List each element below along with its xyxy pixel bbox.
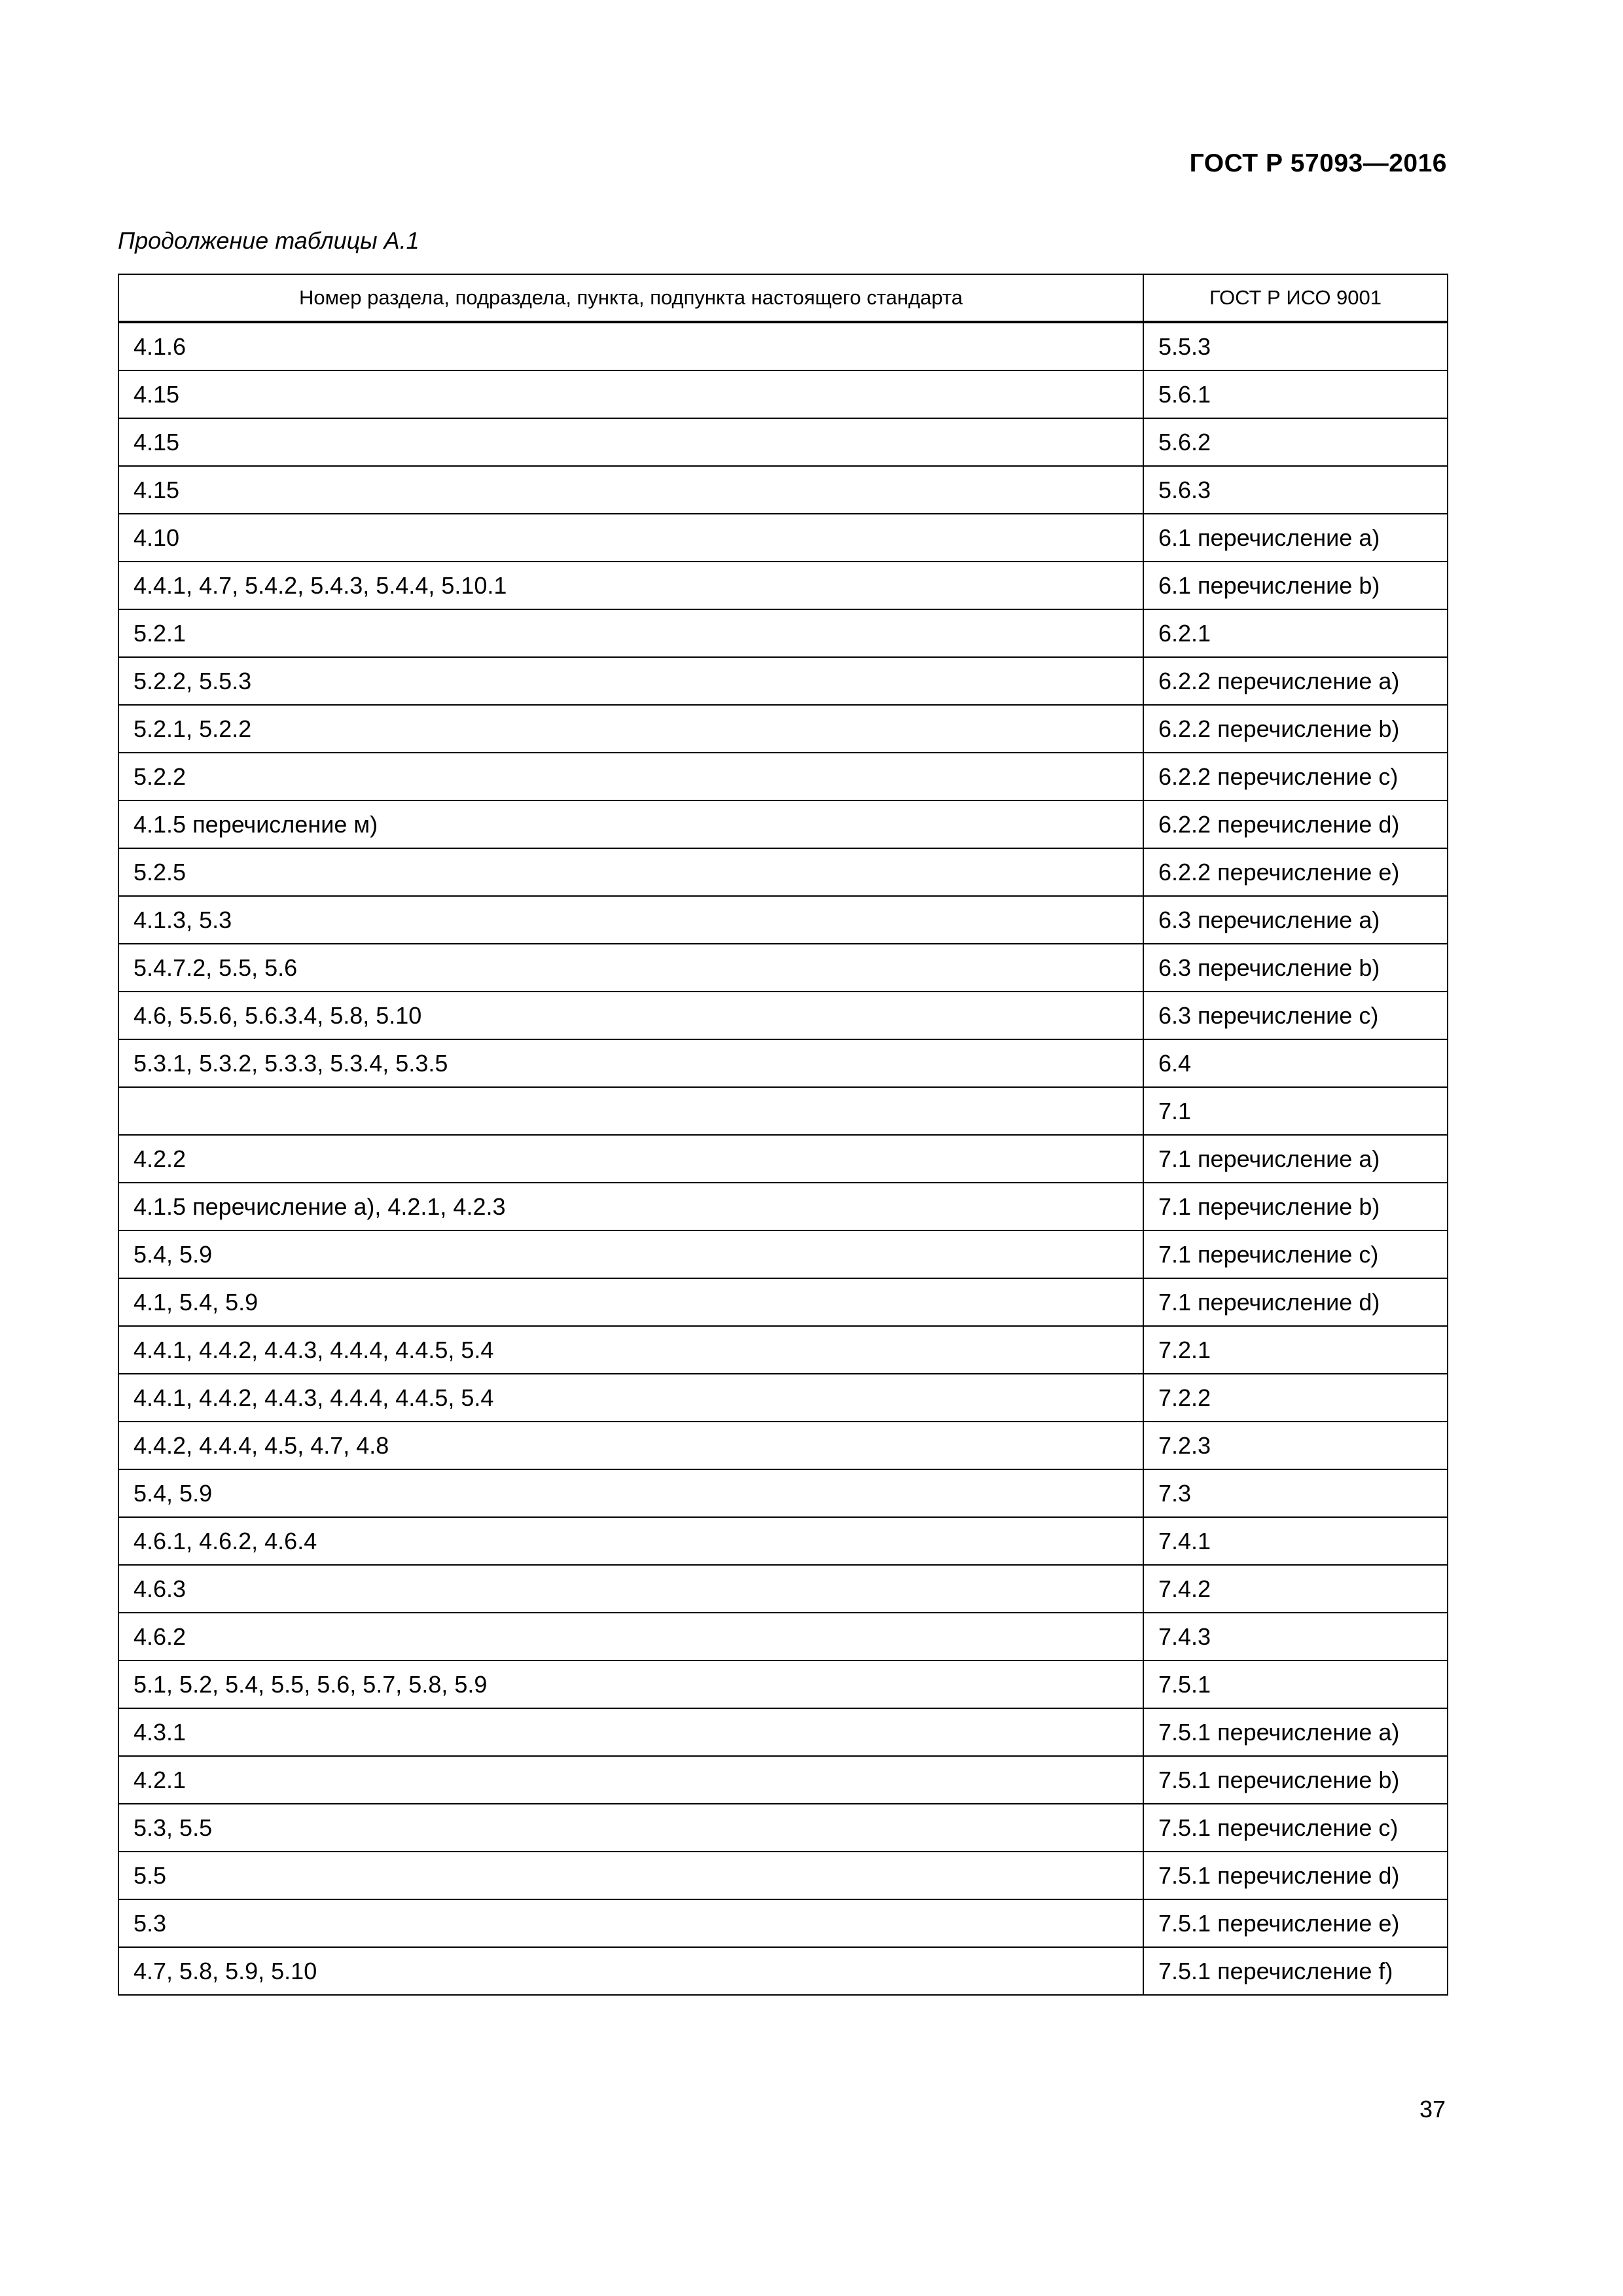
standard-section-cell: 5.3 bbox=[118, 1899, 1143, 1947]
correspondence-table bbox=[118, 274, 1448, 1996]
table-row bbox=[118, 1326, 1448, 1374]
standard-section-cell: 4.1.3, 5.3 bbox=[118, 896, 1143, 944]
table-row bbox=[118, 992, 1448, 1039]
iso-clause-cell: 7.2.2 bbox=[1143, 1374, 1448, 1422]
table-row bbox=[118, 1422, 1448, 1469]
standard-section-cell: 5.2.2 bbox=[118, 753, 1143, 800]
standard-section-cell: 4.6, 5.5.6, 5.6.3.4, 5.8, 5.10 bbox=[118, 992, 1143, 1039]
iso-clause-cell: 7.1 перечисление а) bbox=[1143, 1135, 1448, 1183]
table-row bbox=[118, 1756, 1448, 1804]
iso-clause-cell: 6.2.2 перечисление е) bbox=[1143, 848, 1448, 896]
table-body bbox=[118, 322, 1448, 1995]
table-row bbox=[118, 1135, 1448, 1183]
iso-clause-cell: 6.3 перечисление с) bbox=[1143, 992, 1448, 1039]
table-header-row bbox=[118, 274, 1448, 322]
table-row bbox=[118, 1804, 1448, 1852]
iso-clause-cell: 5.5.3 bbox=[1143, 322, 1448, 370]
table-row bbox=[118, 322, 1448, 370]
iso-clause-cell: 7.1 перечисление b) bbox=[1143, 1183, 1448, 1230]
iso-clause-cell: 7.5.1 bbox=[1143, 1660, 1448, 1708]
iso-clause-cell: 7.5.1 перечисление b) bbox=[1143, 1756, 1448, 1804]
table-row bbox=[118, 370, 1448, 418]
standard-section-cell: 4.1.5 перечисление м) bbox=[118, 800, 1143, 848]
standard-section-cell: 4.4.2, 4.4.4, 4.5, 4.7, 4.8 bbox=[118, 1422, 1143, 1469]
standard-section-cell: 4.2.1 bbox=[118, 1756, 1143, 1804]
iso-clause-cell: 7.1 перечисление d) bbox=[1143, 1278, 1448, 1326]
iso-clause-cell: 6.4 bbox=[1143, 1039, 1448, 1087]
standard-section-cell bbox=[118, 1087, 1143, 1135]
table-row bbox=[118, 800, 1448, 848]
iso-clause-cell: 6.2.2 перечисление с) bbox=[1143, 753, 1448, 800]
iso-clause-cell: 7.4.1 bbox=[1143, 1517, 1448, 1565]
standard-section-cell: 4.2.2 bbox=[118, 1135, 1143, 1183]
standard-section-cell: 5.4, 5.9 bbox=[118, 1230, 1143, 1278]
standard-section-cell: 5.4, 5.9 bbox=[118, 1469, 1143, 1517]
standard-section-cell: 4.4.1, 4.4.2, 4.4.3, 4.4.4, 4.4.5, 5.4 bbox=[118, 1374, 1143, 1422]
iso-clause-cell: 6.3 перечисление а) bbox=[1143, 896, 1448, 944]
iso-clause-cell: 6.1 перечисление b) bbox=[1143, 562, 1448, 609]
page-number: 37 bbox=[1419, 2096, 1446, 2123]
iso-clause-cell: 7.1 bbox=[1143, 1087, 1448, 1135]
column-header-iso-9001: ГОСТ Р ИСО 9001 bbox=[1143, 274, 1448, 322]
iso-clause-cell: 6.2.1 bbox=[1143, 609, 1448, 657]
table-row bbox=[118, 609, 1448, 657]
table-row bbox=[118, 1565, 1448, 1613]
iso-clause-cell: 6.3 перечисление b) bbox=[1143, 944, 1448, 992]
iso-clause-cell: 7.5.1 перечисление d) bbox=[1143, 1852, 1448, 1899]
table-row bbox=[118, 705, 1448, 753]
iso-clause-cell: 6.2.2 перечисление а) bbox=[1143, 657, 1448, 705]
standard-section-cell: 4.1.5 перечисление а), 4.2.1, 4.2.3 bbox=[118, 1183, 1143, 1230]
iso-clause-cell: 7.4.2 bbox=[1143, 1565, 1448, 1613]
iso-clause-cell: 7.3 bbox=[1143, 1469, 1448, 1517]
table-row bbox=[118, 1469, 1448, 1517]
table-row bbox=[118, 753, 1448, 800]
standard-section-cell: 4.15 bbox=[118, 370, 1143, 418]
table-row bbox=[118, 1183, 1448, 1230]
table-row bbox=[118, 1039, 1448, 1087]
iso-clause-cell: 5.6.2 bbox=[1143, 418, 1448, 466]
iso-clause-cell: 7.5.1 перечисление с) bbox=[1143, 1804, 1448, 1852]
iso-clause-cell: 6.1 перечисление а) bbox=[1143, 514, 1448, 562]
table-row bbox=[118, 657, 1448, 705]
standard-section-cell: 5.2.1 bbox=[118, 609, 1143, 657]
table-row bbox=[118, 466, 1448, 514]
iso-clause-cell: 7.2.1 bbox=[1143, 1326, 1448, 1374]
standard-section-cell: 4.3.1 bbox=[118, 1708, 1143, 1756]
document-code: ГОСТ Р 57093—2016 bbox=[1189, 149, 1447, 177]
table-row bbox=[118, 1899, 1448, 1947]
standard-section-cell: 4.6.2 bbox=[118, 1613, 1143, 1660]
iso-clause-cell: 6.2.2 перечисление b) bbox=[1143, 705, 1448, 753]
table-row bbox=[118, 1660, 1448, 1708]
standard-section-cell: 5.2.5 bbox=[118, 848, 1143, 896]
iso-clause-cell: 7.4.3 bbox=[1143, 1613, 1448, 1660]
table-row bbox=[118, 848, 1448, 896]
table-row bbox=[118, 1852, 1448, 1899]
standard-section-cell: 4.4.1, 4.4.2, 4.4.3, 4.4.4, 4.4.5, 5.4 bbox=[118, 1326, 1143, 1374]
iso-clause-cell: 6.2.2 перечисление d) bbox=[1143, 800, 1448, 848]
iso-clause-cell: 7.5.1 перечисление е) bbox=[1143, 1899, 1448, 1947]
table-row bbox=[118, 418, 1448, 466]
standard-section-cell: 4.7, 5.8, 5.9, 5.10 bbox=[118, 1947, 1143, 1995]
iso-clause-cell: 7.1 перечисление с) bbox=[1143, 1230, 1448, 1278]
standard-section-cell: 4.1.6 bbox=[118, 322, 1143, 370]
table-row bbox=[118, 1087, 1448, 1135]
standard-section-cell: 5.1, 5.2, 5.4, 5.5, 5.6, 5.7, 5.8, 5.9 bbox=[118, 1660, 1143, 1708]
standard-section-cell: 4.6.3 bbox=[118, 1565, 1143, 1613]
iso-clause-cell: 7.5.1 перечисление f) bbox=[1143, 1947, 1448, 1995]
iso-clause-cell: 5.6.1 bbox=[1143, 370, 1448, 418]
standard-section-cell: 5.2.2, 5.5.3 bbox=[118, 657, 1143, 705]
standard-section-cell: 4.6.1, 4.6.2, 4.6.4 bbox=[118, 1517, 1143, 1565]
standard-section-cell: 4.4.1, 4.7, 5.4.2, 5.4.3, 5.4.4, 5.10.1 bbox=[118, 562, 1143, 609]
table-row bbox=[118, 1708, 1448, 1756]
table-row bbox=[118, 896, 1448, 944]
standard-section-cell: 5.5 bbox=[118, 1852, 1143, 1899]
column-header-standard-sections: Номер раздела, подраздела, пункта, подпункта настоящего стандарта bbox=[118, 274, 1143, 322]
standard-section-cell: 4.1, 5.4, 5.9 bbox=[118, 1278, 1143, 1326]
table-row bbox=[118, 514, 1448, 562]
standard-section-cell: 5.2.1, 5.2.2 bbox=[118, 705, 1143, 753]
table-row bbox=[118, 944, 1448, 992]
table-row bbox=[118, 1613, 1448, 1660]
iso-clause-cell: 7.5.1 перечисление а) bbox=[1143, 1708, 1448, 1756]
table-row bbox=[118, 1374, 1448, 1422]
standard-section-cell: 5.3.1, 5.3.2, 5.3.3, 5.3.4, 5.3.5 bbox=[118, 1039, 1143, 1087]
standard-section-cell: 5.3, 5.5 bbox=[118, 1804, 1143, 1852]
table-caption: Продолжение таблицы А.1 bbox=[118, 227, 419, 254]
table-row bbox=[118, 1230, 1448, 1278]
iso-clause-cell: 7.2.3 bbox=[1143, 1422, 1448, 1469]
standard-section-cell: 4.10 bbox=[118, 514, 1143, 562]
standard-section-cell: 4.15 bbox=[118, 466, 1143, 514]
standard-section-cell: 4.15 bbox=[118, 418, 1143, 466]
table-row bbox=[118, 562, 1448, 609]
table-row bbox=[118, 1947, 1448, 1995]
table-row bbox=[118, 1517, 1448, 1565]
iso-clause-cell: 5.6.3 bbox=[1143, 466, 1448, 514]
standard-section-cell: 5.4.7.2, 5.5, 5.6 bbox=[118, 944, 1143, 992]
table-row bbox=[118, 1278, 1448, 1326]
